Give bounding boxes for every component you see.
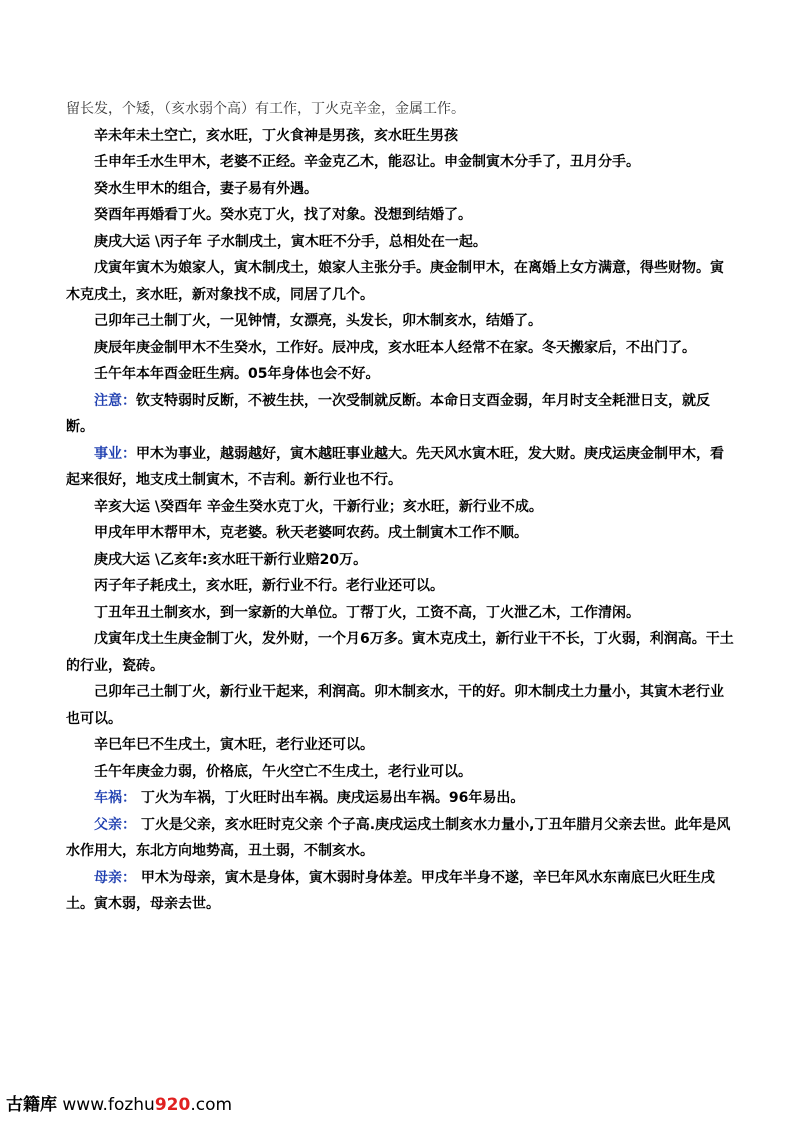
paragraph-text: 癸酉年再婚看丁火。癸水克丁火，找了对象。没想到结婚了。 [94,207,472,223]
paragraph-7 [66,308,736,335]
paragraph-text: 庚辰年庚金制甲木不生癸水，工作好。辰冲戌，亥水旺本人经常不在家。冬天搬家后，不出门了。 [94,339,696,356]
paragraph-9 [66,361,736,388]
paragraph-16 [66,600,736,627]
paragraph-text: 丁火是父亲，亥水旺时克父亲 个子高.庚戌运戌土制亥水力量小,丁丑年腊月父亲去世。此年是风水作用大，东北方向地势高，丑土弱，不制亥水。 [66,816,731,859]
url-suffix: .com [190,1095,233,1115]
paragraph-1 [66,123,736,150]
paragraph-text: 己卯年己土制丁火，新行业干起来，利润高。卯木制亥水，干的好。卯木制戌土力量小，其寅木老行业也可以。 [66,684,724,727]
paragraph-text: 甲木为母亲，寅木是身体，寅木弱时身体差。甲戌年半身不遂，辛巳年风水东南底巳火旺生戌土。寅木弱，母亲去世。 [66,869,715,912]
paragraph-text: 壬申年壬水生甲木，老婆不正经。辛金克乙木，能忍让。申金制寅木分手了，丑月分手。 [94,154,640,170]
url-number: 920 [154,1095,191,1115]
keyword-label: 父亲： [94,816,136,833]
site-name: 古籍库 [6,1095,57,1115]
text-block [66,96,736,918]
paragraph-13 [66,520,736,547]
paragraph-text: 庚戌大运 \乙亥年:亥水旺干新行业赔20万。 [94,551,368,568]
paragraph-17 [66,626,736,679]
paragraph-8 [66,335,736,362]
keyword-label: 车祸： [94,790,136,806]
paragraph-text: 辛巳年巳不生戌土，寅木旺，老行业还可以。 [94,737,374,753]
paragraph-text: 甲戌年甲木帮甲木，克老婆。秋天老婆呵农药。戌土制寅木工作不顺。 [94,525,528,541]
keyword-label: 注意： [94,392,136,409]
paragraph-accident [66,785,736,812]
paragraph-text: 庚戌大运 \丙子年 子水制戌土，寅木旺不分手，总相处在一起。 [94,233,487,250]
paragraph-text: 辛亥大运 \癸酉年 辛金生癸水克丁火，干新行业；亥水旺，新行业不成。 [94,498,543,515]
paragraph-text: 己卯年己土制丁火，一见钟情，女漂亮，头发长，卯木制亥水，结婚了。 [94,313,542,329]
paragraph-20 [66,759,736,786]
paragraph-0 [66,96,736,123]
paragraph-15 [66,573,736,600]
paragraph-text: 留长发，个矮，（亥水弱个高）有工作，丁火克辛金，金属工作。 [66,101,465,117]
paragraph-text: 壬午年本年酉金旺生病。05年身体也会不好。 [94,366,380,382]
paragraph-text: 辛未年未土空亡，亥水旺，丁火食神是男孩，亥水旺生男孩 [94,127,458,144]
paragraph-2 [66,149,736,176]
paragraph-text: 丁火为车祸，丁火旺时出车祸。庚戌运易出车祸。96年易出。 [136,790,525,806]
paragraph-5 [66,229,736,256]
footer-watermark [6,1090,232,1115]
paragraph-text: 丙子年子耗戌土，亥水旺，新行业不行。老行业还可以。 [94,578,444,594]
paragraph-19 [66,732,736,759]
paragraph-note [66,388,736,441]
paragraph-text: 戊寅年寅木为娘家人，寅木制戌土，娘家人主张分手。庚金制甲木，在离婚上女方满意，得些财物。寅木克戌土，亥水旺，新对象找不成，同居了几个。 [66,260,724,303]
paragraph-mother [66,865,736,918]
paragraph-text: 甲木为事业，越弱越好，寅木越旺事业越大。先天风水寅木旺，发大财。庚戌运庚金制甲木，看起来很好，地支戌土制寅木，不吉利。新行业也不行。 [66,445,724,488]
keyword-label: 母亲： [94,869,136,886]
url-prefix: www.fozhu [62,1095,155,1115]
paragraph-text: 丁丑年丑土制亥水，到一家新的大单位。丁帮丁火，工资不高，丁火泄乙木，工作清闲。 [94,604,640,621]
paragraph-14 [66,547,736,574]
paragraph-text: 钦支特弱时反断，不被生扶，一次受制就反断。本命日支酉金弱，年月时支全耗泄日支，就反断。 [66,392,710,435]
paragraph-18 [66,679,736,732]
paragraph-text: 壬午年庚金力弱，价格底，午火空亡不生戌土，老行业可以。 [94,763,472,780]
paragraph-text: 癸水生甲木的组合，妻子易有外遇。 [94,180,318,197]
paragraph-3 [66,176,736,203]
paragraph-text: 戊寅年戊土生庚金制丁火，发外财，一个月6万多。寅木克戌土，新行业干不长，丁火弱，利润高。干土的行业，瓷砖。 [66,631,734,674]
keyword-label: 事业： [94,445,136,462]
paragraph-career [66,441,736,494]
paragraph-6 [66,255,736,308]
paragraph-4 [66,202,736,229]
paragraph-12 [66,494,736,521]
site-url [62,1095,232,1115]
paragraph-father [66,812,736,865]
